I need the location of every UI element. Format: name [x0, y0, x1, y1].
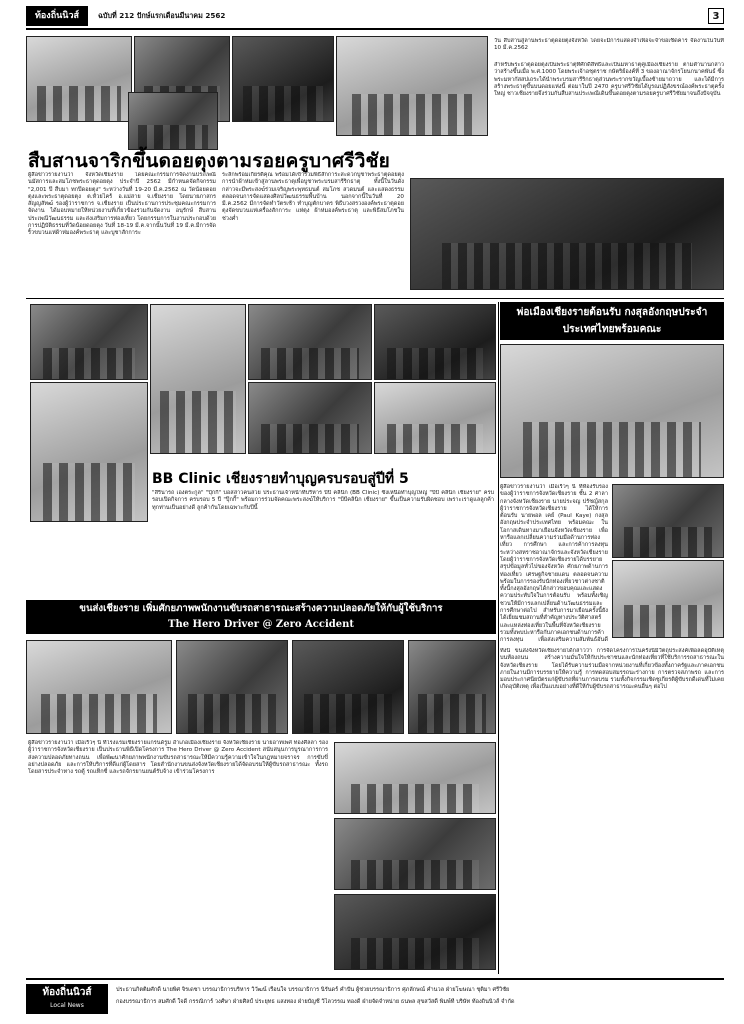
footer-logo-sub: Local News — [50, 1002, 84, 1009]
issue-line: ฉบับที่ 212 ปักษ์แรกเดือนมีนาคม 2562 — [98, 11, 226, 20]
story4-photo-1 — [26, 640, 172, 734]
story1-photo-6 — [410, 178, 724, 290]
masthead-logo: ท้องถิ่นนิวส์ — [26, 6, 88, 26]
page-number: 3 — [708, 8, 724, 24]
story2-left-rule — [498, 302, 499, 974]
story2-body: ผู้สื่อข่าวรายงานว่า เมื่อเร็วๆ นี้ ที่ห้องรับรองของผู้ว่าราชการจังหวัดเชียงราย ชั้น 2 ศาลากลางจังหวัดเชียงราย นายประจญ ปรัชญ์สกุล ผู้ว่าราชการจังหวัดเชียงราย ได้ให้การต้อนรับ นายพอล เคย์ (Paul Kaye) กงสุลอังกฤษประจำประเทศไทย พร้อมคณะ ในโอกาสเดินทางมาเยือนจังหวัดเชียงราย เพื่อหารือแลกเปลี่ยนความร่วมมือด้านการท่องเที่ยว การศึกษา และการค้าการลงทุน ระหว่างสหราชอาณาจักรและจังหวัดเชียงราย โดยผู้ว่าราชการจังหวัดเชียงรายได้บรรยายสรุปข้อมูลทั่วไปของจังหวัด ศักยภาพด้านการท่องเที่ยว เศรษฐกิจชายแดน ตลอดจนความพร้อมในการรองรับนักท่องเที่ยวชาวต่างชาติ ทั้งนี้กงสุลอังกฤษได้กล่าวขอบคุณและแสดงความประทับใจในการต้อนรับ พร้อมทั้งเชิญชวนให้มีการแลกเปลี่ยนด้านวัฒนธรรมและการศึกษาต่อไป สำหรับการมาเยือนครั้งนี้ยังได้เยี่ยมชมสถานที่สำคัญทางประวัติศาสตร์และแหล่งท่องเที่ยวในพื้นที่จังหวัดเชียงราย รวมทั้งพบปะหารือกับภาคเอกชนด้านการค้าการลงทุน เพื่อส่งเสริมความสัมพันธ์อันดี — [500, 484, 608, 644]
story4-subheadline: The Hero Driver @ Zero Accident — [168, 619, 354, 630]
story3-photo-1 — [30, 304, 148, 380]
footer-rule — [26, 978, 724, 980]
footer-credits-2: กองบรรณาธิการ สมศักดิ์ ใจดี กรรณิการ์ วงศ์ษา ฝ่ายศิลป์ ประยุทธ แสงทอง ฝ่ายบัญชี วิไลวรรณ ทองดี ฝ่ายจัดจำหน่าย ธนพล สุขสวัสดิ์ พิมพ์ที่ บริษัท ท้องถิ่นนิวส์ จำกัด — [116, 999, 515, 1005]
masthead — [0, 0, 744, 30]
story4-headline: ขนส่งเชียงราย เพิ่มศักยภาพพนักงานขับรถสาธารณะสร้างความปลอดภัยให้กับผู้ใช้บริการ — [79, 603, 443, 614]
story1-photo-4 — [336, 36, 488, 136]
story2-headline-box — [500, 302, 724, 340]
story4-photo-6 — [334, 818, 496, 890]
story1-photo-3 — [232, 36, 334, 122]
masthead-rule — [26, 28, 724, 30]
story1-body-col2: ระลึกพร้อมเกียรติคุณ พร้อมได้เข้าร่วมพิธีสักการะสะดวกบูชาพระธาตุดอยตุง การนำผ้าห่มเข้าสู่ลานพระธาตุเพื่อบูชาพระบรมสารีริกธาตุ ทั้งนี้ในวันดังกล่าวจะมีพระสงฆ์ร่วมเจริญพระพุทธมนต์ สมโภช สวดมนต์ และแสดงธรรม ตลอดจนการจัดแสดงศิลปวัฒนธรรมพื้นบ้าน นอกจากนี้ในวันที่ 20 มี.ค.2562 มีการจัดทำวัตรเช้า ทำบุญตักบาตร พิธีบวงสรวงองค์พระธาตุดอยตุงจัดขบวนแห่เครื่องสักการะ แห่ตุง ผ้าห่มองค์พระธาตุ และพิธีสมโภชในช่วงค่ำ — [222, 172, 404, 222]
story4-photo-5 — [334, 742, 496, 814]
story2-headline: พ่อเมืองเชียงรายต้อนรับ กงสุลอังกฤษประจำประเทศไทยพร้อมคณะ — [516, 307, 708, 335]
footer-credits-1: ประธานกิตติมศักดิ์ นายพิศ จิรเดชา บรรณาธิการบริหาร วิวัฒน์ เรือนใจ บรรณาธิการ นิรันดร์ คำปัน ผู้ช่วยบรรณาธิการ ศุภลักษณ์ คำนวล ฝ่ายโฆษณา ชุติมา ศรีวิชัย — [116, 987, 510, 993]
story3-photo-2 — [150, 304, 246, 454]
story3-photo-3 — [248, 304, 372, 380]
footer-logo — [26, 984, 108, 1014]
story1-photo-5 — [128, 92, 218, 150]
story1-headline: สืบสานจาริกขึ้นดอยตุงตามรอยครูบาศรีวิชัย — [28, 150, 390, 172]
story3-photo-7 — [374, 382, 496, 454]
story1-body-col1: ผู้สื่อข่าวรายงานว่า จังหวัดเชียงราย โดยคณะกรรมการจัดงานประเพณีนมัสการและสมโภชพระธาตุดอยตุง ประจำปี 2562 มีกำหนดจัดกิจกรรม "2,001 ปี สืบมา ทกปีดอยตุง" ระหว่างวันที่ 19-20 มี.ค.2562 ณ วัดน้อยดอยตุงและพระธาตุดอยตุง ต.ห้วยไคร้ อ.แม่สาย จ.เชียงราย โดยนายภาสกร สัญญสัทฒ์ รองผู้ว่าราชการ จ.เชียงราย เป็นประธานการประชุมคณะกรรมการจัดงาน ได้มอบหมายให้หน่วยงานที่เกี่ยวข้องร่วมกันจัดงาน อนุรักษ์ สืบสานประเพณีวัฒนธรรม และส่งเสริมการท่องเที่ยว โดยกรรมการในงานประกอบด้วยการปฏิบัติธรรมที่วัดน้อยดอยตุง วันที่ 18-19 มี.ค.จากนั้นวันที่ 19 มี.ค.มีการจัดริ้วขบวนแห่ผ้าห่มองค์พระธาตุ และบูชาสักการะ — [28, 172, 216, 237]
story4-photo-7 — [334, 894, 496, 970]
story1-photo-1 — [26, 36, 132, 122]
story4-headline-box — [26, 600, 496, 634]
story4-body-col1: ผู้สื่อข่าวรายงานว่า เมื่อเร็วๆ นี้ ที่โรงแรมเชียงรายแกรนด์รูม อำเภอเมืองเชียงราย จังหวัดเชียงราย นายอาทเพศ ทองศิลลา รองผู้ว่าราชการจังหวัดเชียงราย เป็นประธานพิธีเปิดโครงการ The Hero Driver @ Zero Accident สนับสนุนการบูรณาการการส่งความปลอดภัยทางถนน เพื่อพัฒนาศักยภาพพนักงานขับรถสาธารณะให้มีความรู้ความเข้าใจในกฎหมายจราจร การขับขี่อย่างปลอดภัย และการให้บริการที่ดีแก่ผู้โดยสาร โดยสำนักงานขนส่งจังหวัดเชียงรายได้จัดอบรมให้ผู้ขับรถสาธารณะ ทั้งรถโดยสารประจำทาง รถตู้ รถแท็กซี่ และรถจักรยานยนต์รับจ้าง เข้าร่วมโครงการ — [28, 740, 328, 776]
story2-photo-main — [500, 344, 724, 478]
story3-photo-6 — [248, 382, 372, 454]
story1-bottom-rule — [26, 298, 724, 299]
footer — [26, 982, 724, 1018]
footer-logo-text: ท้องถิ่นนิวส์ — [42, 987, 92, 998]
story3-headline: BB Clinic เชียงรายทำบุญครบรอบสู่ปีที่ 5 — [152, 471, 409, 487]
story4-photo-2 — [176, 640, 288, 734]
story2-photo-2 — [612, 484, 724, 558]
story4-photo-4 — [408, 640, 496, 734]
story3-body: "สิรินารถ เองตระกูล" "ปุ๊กกี้" บอสสาวคนสวย ประธานเจ้าหน้าที่บริหาร บีบี คลินิก (BB Clinic) ซึ่งเหนือทำบุญใหญ่ "บีบี คลินิก เชียงราย" ครบรอบเปิดกิจการ ครบรอบ 5 ปี "ปุ๊กกี้" พร้อมการร่วมจัดคณะพระสงฆ์ให้บริการ "บีบีคลินิก เชียงราย" ขึ้นเป็นความรับผิดชอบ เพราะเราดูแลลูกค้าทุกท่านเป็นอย่างดี ลูกค้ากันโดยเฉพาะกับปีนี้ — [152, 490, 494, 511]
story2-photo-3 — [612, 560, 724, 638]
story3-photo-4 — [374, 304, 496, 380]
story4-photo-3 — [292, 640, 404, 734]
story1-intro: วัน สืบสานสู่ลานพระธาตุดอยตุงจังหวัด โดยจะมีการแสดงจำเพื่อจะจำขอเชิดคาร จัดงานในวันที่ 10 มี.ค.2562 — [494, 38, 724, 52]
story3-photo-5 — [30, 382, 148, 522]
story4-body-col2: ทั้งนี้ ขนส่งจังหวัดเชียงรายได้กล่าวว่า การจัดโครงการในครั้งนี้มีวัตถุประสงค์เพื่อลดอุบัติเหตุบนท้องถนน สร้างความมั่นใจให้กับประชาชนและนักท่องเที่ยวที่ใช้บริการรถสาธารณะในจังหวัดเชียงราย โดยได้รับความร่วมมือจากหน่วยงานที่เกี่ยวข้องทั้งภาครัฐและภาคเอกชน ภายในงานมีการบรรยายให้ความรู้ การทดสอบสมรรถนะร่างกาย การตรวจสภาพรถ และการมอบประกาศนียบัตรแก่ผู้ขับรถที่ผ่านการอบรม รวมทั้งกิจกรรมเชิดชูเกียรติผู้ขับรถดีเด่นที่ไม่เคยเกิดอุบัติเหตุ เพื่อเป็นแบบอย่างที่ดีให้กับผู้ขับรถสาธารณะคนอื่นๆ ต่อไป — [500, 648, 724, 691]
story1-body-col3: สำหรับพระธาตุดอยตุงเป็นพระธาตุที่ศักดิ์สิทธิ์และเป็นมหาธาตุคู่เมืองเชียงราย ตามตำนานกล่าวว่าสร้างขึ้นเมื่อ พ.ศ.1000 โดยพระเจ้าอชุตราช กษัตริย์องค์ที่ 3 ของอาณาจักรโยนกนาคพันธ์ ซึ่งพระมหากัสสปเถระได้นำพระบรมสารีริกธาตุส่วนพระรากขวัญเบื้องซ้ายมาถวาย และได้มีการสร้างพระธาตุขึ้นบนดอยแห่งนี้ ต่อมาในปี 2470 ครูบาศรีวิชัยได้บูรณปฏิสังขรณ์องค์พระธาตุครั้งใหญ่ ชาวเชียงรายจึงร่วมกันสืบสานประเพณีเดินขึ้นดอยตุงตามรอยครูบาศรีวิชัยมาจนถึงปัจจุบัน — [494, 62, 724, 98]
